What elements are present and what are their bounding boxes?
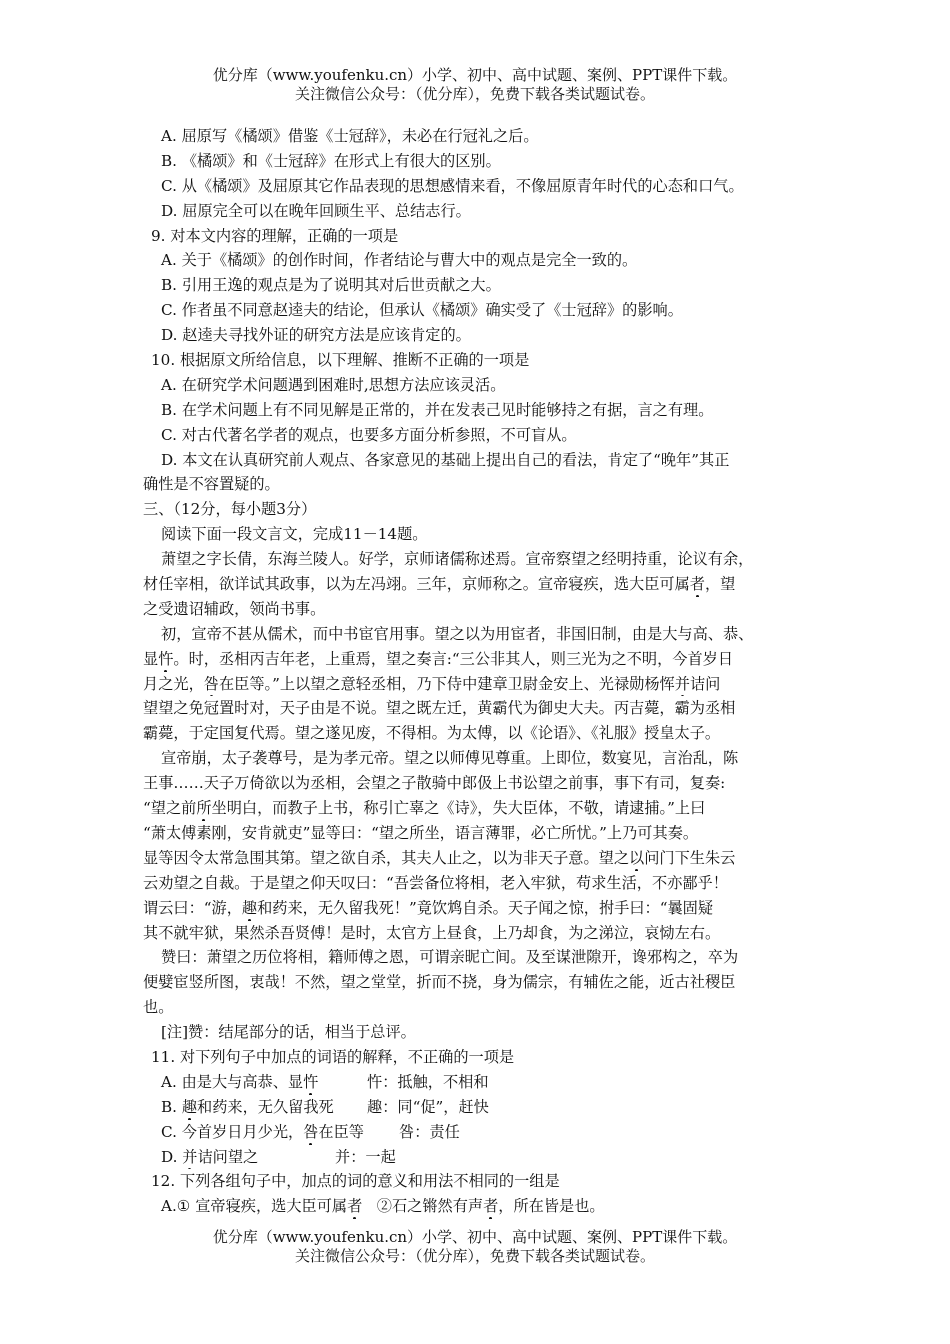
q10-stem: 10. 根据原文所给信息，以下理解、推断不正确的一项是	[151, 351, 530, 370]
q12-stem: 12. 下列各组句子中，加点的词的意义和用法不相同的一组是	[151, 1172, 560, 1191]
text-run: ，望	[704, 575, 736, 594]
page-footer	[0, 1228, 950, 1266]
text-run: 在臣等。”上以望之意轻丞相，乃下侍中建章卫尉金安上、光禄勋杨恽	[218, 674, 675, 693]
q10-option-d-line2: 确性是不容置疑的。	[143, 475, 280, 494]
header-line-1: 优分库（www.youfenku.cn）小学、初中、高中试题、案例、PPT课件下载。	[212, 66, 738, 84]
q11-option-b	[143, 1095, 811, 1120]
text-run: 月之光，	[143, 674, 204, 693]
q9-option-c: C. 作者虽不同意赵逵夫的结论，但承认《橘颂》确实受了《士冠辞》的影响。	[161, 301, 683, 320]
q8-option-a: A. 屈原写《橘颂》借鉴《士冠辞》，未必在行冠礼之后。	[161, 127, 539, 145]
page-header	[0, 66, 950, 104]
text-run: A. 由是大与高恭、显	[161, 1072, 304, 1091]
emphasis-dot-char: 趣	[181, 1097, 198, 1116]
footer-line-2: 关注微信公众号：（优分库），免费下载各类试题试卷。	[294, 1247, 655, 1265]
q8-option-b: B. 《橘颂》和《士冠辞》在形式上有很大的区别。	[161, 151, 501, 170]
text-run: 坐明白，而教子上书，称引亡辜之《诗》，失大臣体，不敬，请逮捕。”上曰	[211, 799, 706, 818]
passage-p4-line1: 赞曰：萧望之历位将相，籍师傅之恩，可谓亲昵亡间。及至谋泄隙开，谗邪构之，卒为	[161, 948, 739, 967]
emphasis-dot-char: 者	[483, 1197, 499, 1216]
text-run: 。时，丞相丙吉年老，上重焉，望之奏言:“三公非其人，则三光为之不明，今首岁日	[173, 649, 734, 668]
q11-option-a	[143, 1070, 811, 1095]
passage-p2-line3	[143, 672, 811, 697]
passage-p4-line2: 便嬖宦竖所图，衷哉！不然，望之堂堂，折而不挠，身为儒宗，有辅佐之能，近古社稷臣	[143, 973, 736, 992]
passage-note: [注]赞：结尾部分的话，相当于总评。	[161, 1023, 416, 1042]
text-run: 并：一起	[335, 1147, 396, 1166]
text-run: 显等因令太常急围其第。望之欲自杀，其夫人止之，以为非天子意。望之	[143, 848, 629, 867]
emphasis-dot-char: 咎	[303, 1122, 319, 1141]
q10-option-b: B. 在学术问题上有不同见解是正常的，并在发表己见时能够持之有据，言之有理。	[161, 400, 714, 419]
q9-option-a: A. 关于《橘颂》的创作时间，作者结论与曹大中的观点是完全一致的。	[161, 251, 638, 270]
emphasis-dot-char: 以	[629, 848, 645, 867]
q9-stem: 9. 对本文内容的理解，正确的一项是	[151, 226, 399, 245]
passage-p3-line8: 其不就牢狱，果然杀吾贤傅！是时，太官方上昼食，上乃却食，为之涕泣，哀恸左右。	[143, 923, 721, 942]
text-run: B.	[161, 1097, 182, 1116]
text-run: A.① 宣帝寝疾，选大臣可属	[161, 1197, 348, 1216]
passage-p2-line2	[143, 647, 811, 672]
q11-stem: 11. 对下列句子中加点的词语的解释，不正确的一项是	[151, 1047, 515, 1066]
q11-option-d	[143, 1145, 811, 1170]
text-run: 谓云曰：“游，	[143, 898, 242, 917]
passage-p3-line7	[143, 896, 811, 921]
text-run: “望之前	[143, 799, 197, 818]
emphasis-dot-char: 忤	[303, 1072, 319, 1091]
q8-option-c: C. 从《橘颂》及屈原其它作品表现的思想感情来看，不像屈原青年时代的心态和口气。	[161, 176, 744, 195]
emphasis-dot-char: 忤	[158, 649, 174, 668]
text-run: 和药来，无久留我死	[197, 1097, 334, 1116]
passage-p3-line6: 云劝望之自裁。于是望之仰天叹曰：“吾尝备位将相，老入牢狱，苟求生活，不亦鄙乎！	[143, 873, 728, 892]
text-run: 在臣等	[318, 1122, 364, 1141]
emphasis-dot-char: 趣	[241, 898, 258, 917]
q10-option-a: A. 在研究学术问题遇到困难时,思想方法应该灵活。	[161, 375, 506, 394]
section-3-title: 三、（12分，每小题3分）	[143, 500, 317, 519]
text-run: 和药来，无久留我死！”竟饮鸩自杀。天子闻之惊，拊手曰：“曩固疑	[257, 898, 714, 917]
q8-option-d: D. 屈原完全可以在晚年回顾生平、总结志行。	[161, 201, 471, 220]
q12-option-a	[143, 1194, 811, 1219]
section-3-intro: 阅读下面一段文言文，完成11－14题。	[161, 525, 428, 544]
emphasis-dot-char: 咎	[203, 674, 219, 693]
passage-p1-line3: 之受遗诏辅政，领尚书事。	[143, 599, 326, 618]
passage-p4-line3: 也。	[143, 998, 174, 1017]
text-run: 忤：抵触，不相和	[367, 1072, 489, 1091]
text-run: 咎：责任	[399, 1122, 460, 1141]
passage-p3-line4: “萧太傅素刚，安肯就吏”显等曰：“望之所坐，语言薄罪，必亡所忧。”上乃可其奏。	[143, 823, 699, 842]
emphasis-dot-char: 者	[347, 1197, 363, 1216]
q10-option-c: C. 对古代著名学者的观点，也要多方面分析参照，不可盲从。	[161, 425, 577, 444]
passage-p2-line4: 望望之免冠置时对，天子由是不说。望之既左迁，黄霸代为御史大夫。丙吉薨，霸为丞相	[143, 699, 736, 718]
q11-option-c	[143, 1120, 811, 1145]
text-run: C. 今首岁日月少光，	[161, 1122, 304, 1141]
emphasis-dot-char: 者	[689, 575, 705, 594]
passage-p3-line2: 王事……天子万倚欲以为丞相，会望之子散骑中郎伋上书讼望之前事，事下有司，复奏:	[143, 774, 726, 793]
passage-p2-line1: 初，宣帝不甚从儒术，而中书宦官用事。望之以为用宦者，非国旧制，由是大与高、恭、	[161, 624, 754, 643]
q9-option-d: D. 赵逵夫寻找外证的研究方法是应该肯定的。	[161, 326, 471, 345]
text-run: 问门下生朱云	[644, 848, 736, 867]
header-line-2: 关注微信公众号：（优分库），免费下载各类试题试卷。	[294, 85, 655, 103]
passage-p1-line2	[143, 572, 811, 597]
emphasis-dot-char: 所	[196, 799, 212, 818]
text-run: ，所在皆是也。	[498, 1197, 605, 1216]
passage-p2-line5: 霸薨，于定国复代焉。望之遂见废，不得相。为太傅，以《论语》、《礼服》授皇太子。	[143, 724, 721, 743]
text-run: 趣：同“促”，赶快	[367, 1097, 489, 1116]
emphasis-dot-char: 并	[182, 1147, 198, 1166]
document-body	[143, 124, 811, 1219]
text-run: D.	[161, 1147, 183, 1166]
passage-p3-line1: 宣帝崩，太子袭尊号，是为孝元帝。望之以师傅见尊重。上即位，数宴见，言治乱，陈	[161, 749, 739, 768]
emphasis-dot-char: 并	[674, 674, 690, 693]
q10-option-d-line1: D. 本文在认真研究前人观点、各家意见的基础上提出自己的看法，肯定了“晚年”其正	[161, 450, 730, 469]
text-run: 显	[143, 649, 159, 668]
text-run: 材任宰相，欲详试其政事，以为左冯翊。三年，京师称之。宣帝寝疾，选大臣可属	[143, 575, 690, 594]
passage-p3-line3	[143, 796, 811, 821]
footer-line-1: 优分库（www.youfenku.cn）小学、初中、高中试题、案例、PPT课件下载。	[212, 1228, 738, 1246]
q9-option-b: B. 引用王逸的观点是为了说明其对后世贡献之大。	[161, 276, 501, 295]
text-run: ②石之锵然有声	[362, 1197, 484, 1216]
text-run: 诘问望之	[197, 1147, 259, 1166]
passage-p1-line1: 萧望之字长倩，东海兰陵人。好学，京师诸儒称述焉。宣帝察望之经明持重，论议有余，	[161, 550, 754, 569]
passage-p3-line5	[143, 846, 811, 871]
text-run: 诘问	[689, 674, 721, 693]
